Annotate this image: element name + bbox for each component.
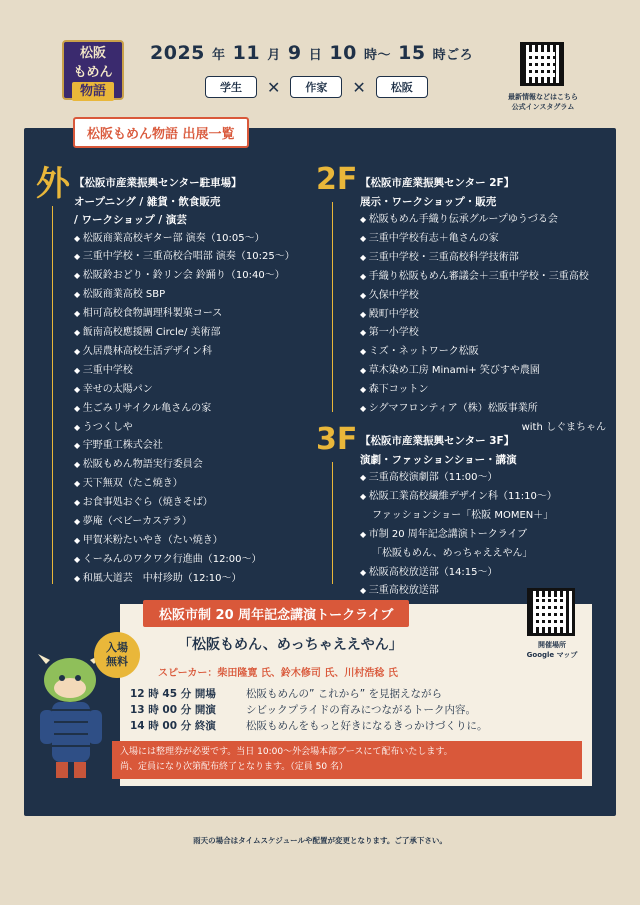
list-item: ◆ くーみんのワクワク行進曲（12:00〜） [74,551,314,570]
event-date: 2025 年 11 月 9 日 10 時〜 15 時ごろ [150,42,474,64]
logo-line-2: もめん [73,65,113,80]
list-item: ◆ 生ごみリサイクル亀さんの家 [74,400,314,419]
list-item: with しぐまちゃん [521,421,606,433]
list-item: ◆ 三重高校演劇部（11:00〜） [360,469,610,488]
rain-notice: 雨天の場合はタイムスケジュールや配置が変更となります。ご了承下さい。 [193,836,447,845]
list-item: ◆ 甲賀米粉たいやき（たい焼き） [74,532,314,551]
list-item: ◆ 松阪高校放送部（14:15〜） [360,564,610,583]
list-item: ◆ 三重高校放送部 [360,582,610,601]
talk-live-title: 松阪市制 20 周年記念講演トークライブ [143,600,409,627]
schedule-row: 12 時 45 分 開場 松阪もめんの” これから” を見据えながら [130,688,443,700]
ticket-note: 入場には整理券が必要です。当日 10:00〜外会場本部ブースにて配布いたします。 尚、定員になり次第配布終了となります。（定員 50 名） [112,741,582,779]
list-item: ◆ 市制 20 周年記念講演トークライブ [360,526,610,545]
floor2-section [360,174,610,438]
outside-venue: 【松阪市産業振興センター駐車場】 [74,177,242,189]
list-item: ◆ 天下無双（たこ焼き） [74,475,314,494]
schedule-row: 14 時 00 分 終演 松阪もめんをもっと好きになるきっかけづくりに。 [130,720,488,732]
schedule-row: 13 時 00 分 開演 シビックプライドの育みにつながるトーク内容。 [130,704,477,716]
outside-section [74,174,314,589]
list-item: ◆ シグマフロンティア（株）松阪事業所 [360,400,610,419]
outside-category: オープニング / 雑貨・飲食販売 [74,195,221,208]
list-item: ◆ 森下コットン [360,381,610,400]
instagram-caption: 最新情報などはこちら 公式インスタグラム [508,93,578,111]
list-item: ◆ 第一小学校 [360,324,610,343]
talk-speakers: スピーカー：柴田隆寛 氏、鈴木修司 氏、川村浩稔 氏 [158,668,398,679]
floor2-list [360,211,610,419]
logo-line-3: 物語 [72,82,114,101]
floor3-venue: 【松阪市産業振興センター 3F】 [360,435,515,447]
tag-author: 作家 [290,76,342,98]
list-item: ◆ 三重中学校・三重高校合唱部 演奏（10:25〜） [74,248,314,267]
list-item: ◆ 松阪工業高校繊維デザイン科（11:10〜） [360,488,610,507]
list-item: ファッションショー「松阪 MOMEN＋」 [372,509,554,521]
list-item: ◆ 三重中学校 [74,362,314,381]
tag-student: 学生 [205,76,257,98]
outside-category: / ワークショップ / 演芸 [74,214,187,226]
talk-subtitle: 「松阪もめん、めっちゃええやん」 [178,637,403,653]
list-item: ◆ 飯南高校應援團 Circle/ 美術部 [74,324,314,343]
instagram-qr-code-icon[interactable] [520,42,564,86]
floor3-marker: 3F [316,422,358,457]
list-item: ◆ 夢庵（ベビーカステラ） [74,513,314,532]
logo-line-1: 松阪 [79,46,106,61]
cross-icon: ✕ [267,77,281,97]
list-item: ◆ うつくしや [74,419,314,438]
map-caption: 開催場所 Google マップ [526,641,578,659]
cross-icon: ✕ [352,77,366,97]
floor2-marker: 2F [316,162,358,197]
list-item: ◆ 幸せの太陽パン [74,381,314,400]
panel-title: 松阪もめん物語 出展一覧 [73,117,249,148]
map-qr-code-icon[interactable] [527,588,575,636]
free-entry-badge: 入場 無料 [94,632,140,678]
list-item: ◆ 三重中学校・三重高校科学技術部 [360,249,610,268]
outside-marker: 外 [36,164,70,204]
list-item: ◆ 久保中学校 [360,287,610,306]
floor3-category: 演劇・ファッションショー・講演 [360,453,517,466]
outside-timeline [52,206,53,584]
list-item: ◆ お食事処おぐら（焼きそば） [74,494,314,513]
floor2-timeline [332,202,333,412]
list-item: ◆ 草木染め工房 Minami+ 笑びすや農園 [360,362,610,381]
floor3-timeline [332,462,333,584]
floor2-venue: 【松阪市産業振興センター 2F】 [360,177,515,189]
theme-tags [205,76,428,98]
list-item: 「松阪もめん、めっちゃええやん」 [372,547,533,559]
list-item: ◆ 殿町中学校 [360,306,610,325]
floor2-category: 展示・ワークショップ・販売 [360,195,497,208]
list-item: ◆ 相可高校食物調理科製菓コース [74,305,314,324]
list-item: ◆ 松阪鈴おどり・鈴リン会 鈴踊り（10:40〜） [74,267,314,286]
tag-matsusaka: 松阪 [376,76,428,98]
list-item: ◆ 松阪商業高校 SBP [74,286,314,305]
list-item: ◆ 松阪もめん手織り伝承グループゆうづる会 [360,211,610,230]
talk-schedule [130,686,488,734]
event-logo [62,40,124,100]
floor3-section [360,432,610,601]
list-item: ◆ ミズ・ネットワーク松阪 [360,343,610,362]
list-item: ◆ 和風大道芸 中村珍助（12:10〜） [74,570,314,589]
outside-list [74,230,314,589]
list-item: ◆ 松阪商業高校ギター部 演奏（10:05〜） [74,230,314,249]
list-item: ◆ 松阪もめん物語実行委員会 [74,456,314,475]
list-item: ◆ 久居農林高校生活デザイン科 [74,343,314,362]
list-item: ◆ 三重中学校有志＋亀さんの家 [360,230,610,249]
list-item: ◆ 手織り松阪もめん審議会＋三重中学校・三重高校 [360,268,610,287]
list-item: ◆ 宇野重工株式会社 [74,437,314,456]
